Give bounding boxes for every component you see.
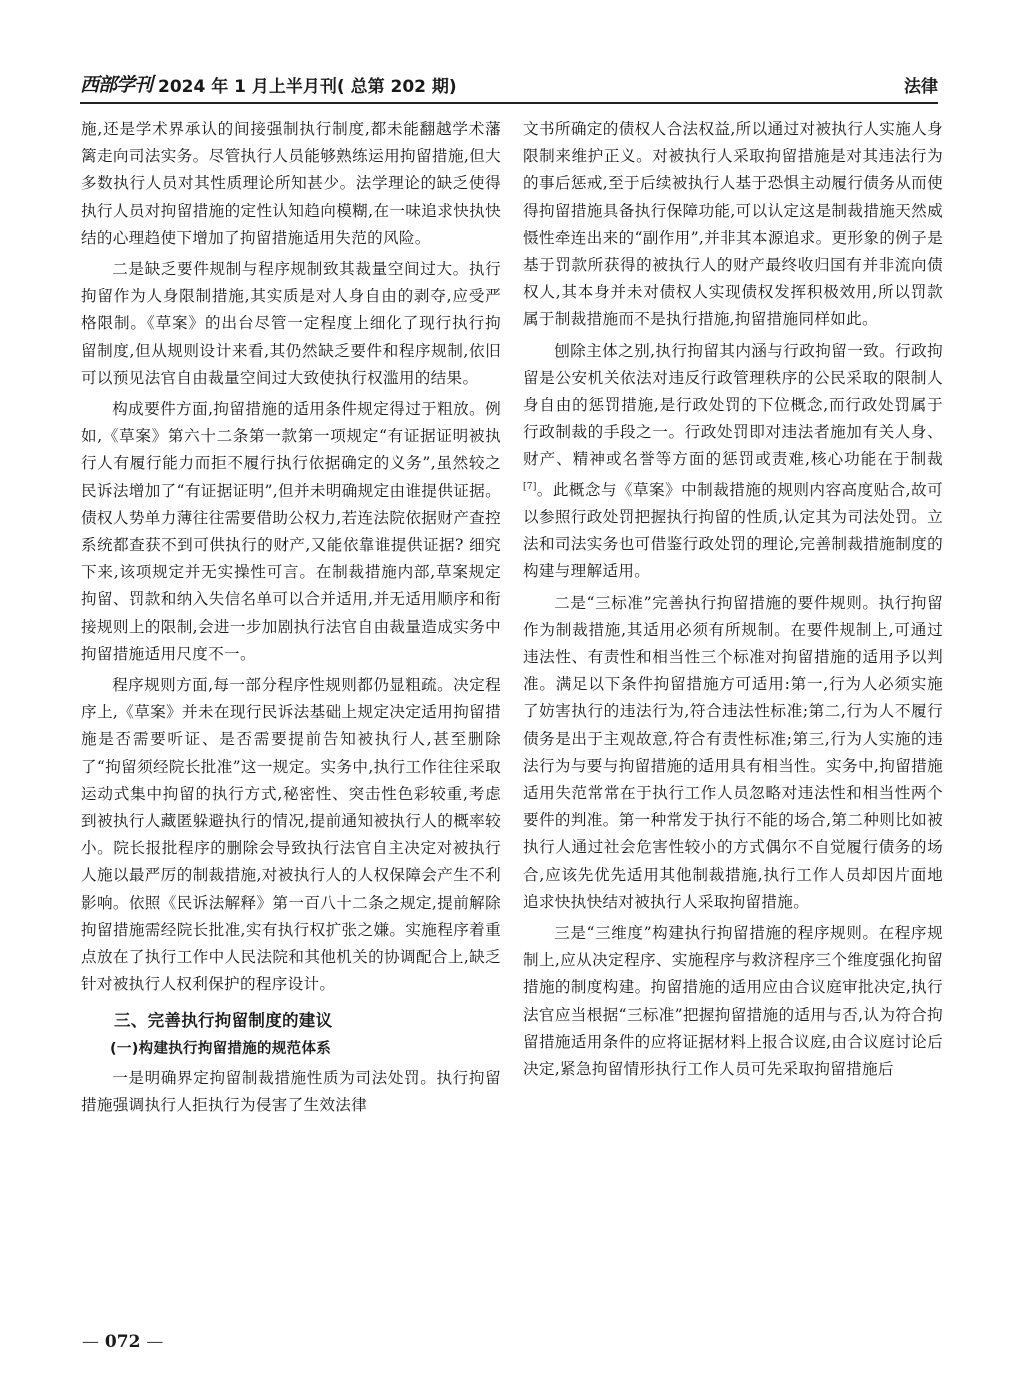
section-tag: 法律	[904, 77, 938, 97]
section-heading: 三、完善执行拘留制度的建议	[114, 1010, 333, 1030]
paragraph: 构成要件方面,拘留措施的适用条件规定得过于粗放。例如,《草案》第六十二条第一款第一项规定“有证据证明被执行人有履行能力而拒不履行执行依据确定的义务”,虽然较之民诉法增加了“有证据证明”,但并未明确规定由谁提供证据。债权人势单力薄往往需要借助公权力,若连法院依据财产查控系统都查获不到可供执行的财产,又能依靠谁提供证据? 细究下来,该项规定并无实操性可言。在制裁措施内部,草案规定拘留、罚款和纳入失信名单可以合并适用,并无适用顺序和衔接规则上的限制,会进一步加剧执行法官自由裁量造成实务中拘留措施适用尺度不一。	[81, 400, 501, 663]
footer-dash: —	[146, 1332, 164, 1352]
paragraph: 文书所确定的债权人合法权益,所以通过对被执行人实施人身限制来维护正义。对被执行人采取拘留措施是对其违法行为的事后惩戒,至于后续被执行人基于恐惧主动履行债务从而使得拘留措施具备执行保障功能,可以认定这是制裁措施天然威慑性牵连出来的“副作用”,并非其本源追求。更形象的例子是基于罚款所获得的被执行人的财产最终收归国有并非流向债权人,其本身并未对债权人实现债权发挥积极效用,所以罚款属于制裁措施而不是执行措施,拘留措施同样如此。	[523, 120, 943, 329]
paragraph: 二是“三标准”完善执行拘留措施的要件规则。执行拘留作为制裁措施,其适用必须有所规制。在要件规制上,可通过违法性、有责性和相当性三个标准对拘留措施的适用予以判准。满足以下条件拘留措施方可适用:第一,行为人必须实施了妨害执行的违法行为,符合违法性标准;第二,行为人不履行债务是出于主观故意,符合有责性标准;第三,行为人实施的违法行为与要与拘留措施的适用具有相当性。实务中,拘留措施适用失范常常在于执行工作人员忽略对违法性和相当性两个要件的判准。第一种常发于执行不能的场合,第二种则比如被执行人通过社会危害性较小的方式偶尔不自觉履行债务的场合,应该先优先适用其他制裁措施,执行工作人员却因片面地追求快执快结对被执行人采取拘留措施。	[523, 593, 943, 911]
footer-dash: —	[82, 1332, 99, 1352]
left-column	[81, 116, 501, 1123]
paragraph: 三是“三维度”构建执行拘留措施的程序规则。在程序规制上,应从决定程序、实施程序与救济程序三个维度强化拘留措施的制度构建。拘留措施的适用应由合议庭审批决定,执行法官应当根据“三标准”把握拘留措施的适用与否,认为符合拘留措施适用条件的应将证据材料上报合议庭,由合议庭讨论后决定,紧急拘留情形执行工作人员可先采取拘留措施后	[523, 924, 943, 1079]
citation-ref: [7]	[523, 481, 537, 492]
paragraph-text: 刨除主体之别,执行拘留其内涵与行政拘留一致。行政拘留是公安机关依法对违反行政管理秩序的公民采取的限制人身自由的惩罚措施,是行政处罚的下位概念,而行政处罚属于行政制裁的手段之一。行政处罚即对违法者施加有关人身、财产、精神或名誉等方面的惩罚或责难,核心功能在于制裁	[523, 341, 943, 469]
paragraph: 二是缺乏要件规制与程序规制致其裁量空间过大。执行拘留作为人身限制措施,其实质是对人身自由的剥夺,应受严格限制。《草案》的出台尽管一定程度上细化了现行执行拘留制度,但从规则设计来看,其仍然缺乏要件和程序规制,依旧可以预见法官自由裁量空间过大致使执行权滥用的结果。	[81, 260, 501, 387]
subsection-heading: (一)构建执行拘留措施的规范体系	[110, 1040, 332, 1057]
journal-logo: 西部学刊	[80, 74, 153, 96]
right-column	[523, 116, 943, 1087]
page-footer	[82, 1332, 163, 1352]
paragraph	[523, 338, 943, 586]
issue-info: 2024 年 1 月上半月刊( 总第 202 期)	[158, 77, 457, 97]
running-header	[80, 68, 938, 104]
paragraph-text: 。此概念与《草案》中制裁措施的规则内容高度贴合,故可以参照行政处罚把握执行拘留的性质,认定其为司法处罚。立法和司法实务也可借鉴行政处罚的理论,完善制裁措施制度的构建与理解适用。	[523, 480, 943, 581]
paragraph: 施,还是学术界承认的间接强制执行制度,都未能翻越学术藩篱走向司法实务。尽管执行人员能够熟练运用拘留措施,但大多数执行人员对其性质理论所知甚少。法学理论的缺乏使得执行人员对拘留措施的定性认知趋向模糊,在一味追求快执快结的心理趋使下增加了拘留措施适用失范的风险。	[81, 120, 501, 247]
paragraph: 程序规则方面,每一部分程序性规则都仍显粗疏。决定程序上,《草案》并未在现行民诉法基础上规定决定适用拘留措施是否需要听证、是否需要提前告知被执行人,甚至删除了“拘留须经院长批准”这一规定。实务中,执行工作往往采取运动式集中拘留的执行方式,秘密性、突击性色彩较重,考虑到被执行人藏匿躲避执行的情况,提前通知被执行人的概率较小。院长报批程序的删除会导致执行法官自主决定对被执行人施以最严厉的制裁措施,对被执行人的人权保障会产生不利影响。依照《民诉法解释》第一百八十二条之规定,提前解除拘留措施需经院长批准,实有执行权扩张之嫌。实施程序着重点放在了执行工作中人民法院和其他机关的协调配合上,缺乏针对被执行人权利保护的程序设计。	[81, 676, 501, 994]
paragraph: 一是明确界定拘留制裁措施性质为司法处罚。执行拘留措施强调执行人拒执行为侵害了生效法律	[81, 1068, 501, 1115]
page-number: 072	[104, 1332, 141, 1352]
